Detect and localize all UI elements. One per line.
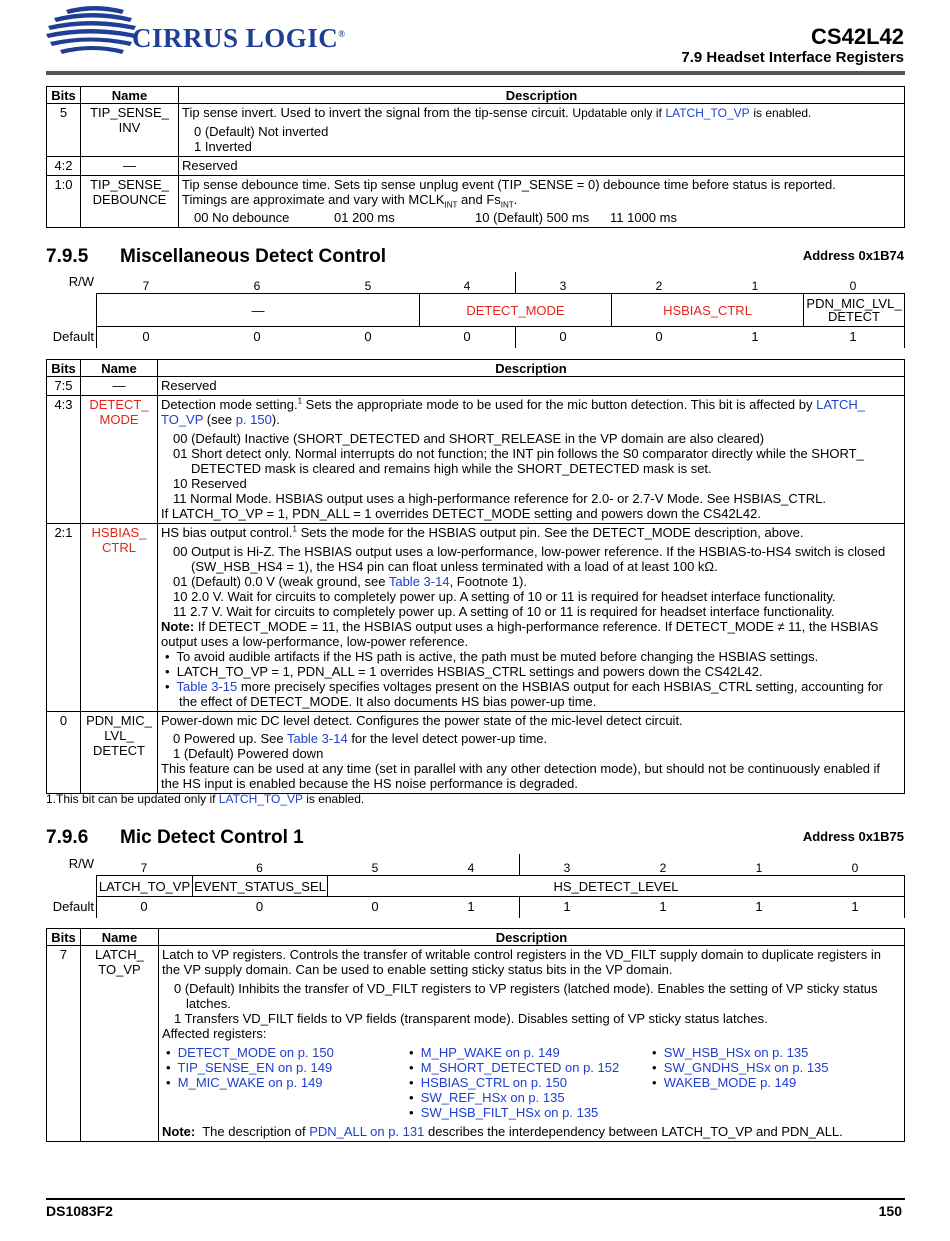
link-sw-ref-hsx[interactable]: SW_REF_HSx on p. 135 bbox=[420, 1090, 565, 1105]
name-hsbias-ctrl: HSBIAS_ CTRL bbox=[81, 524, 158, 712]
table-row: 4:2 — Reserved bbox=[47, 157, 905, 176]
link-m-hp-wake[interactable]: M_HP_WAKE on p. 149 bbox=[420, 1045, 560, 1060]
logo-swoosh-icon bbox=[46, 6, 138, 56]
section-title-795: 7.9.5 Miscellaneous Detect Control bbox=[46, 246, 387, 267]
address-796: Address 0x1B75 bbox=[802, 829, 904, 844]
field-event-status-sel: EVENT_STATUS_SEL bbox=[192, 875, 328, 897]
address-795: Address 0x1B74 bbox=[802, 248, 904, 263]
logo-wordmark: CIRRUS LOGIC® bbox=[132, 23, 346, 53]
table-misc-detect-control: Bits Name Description 7:5 — Reserved 4:3 DETECT_ MODE Detection mode setting.$^1$ Sets the appropriate mode to be used for the mic button detection. This bit is affected by LATCH_ TO_VP (see p. 150). 00 (Default) Inactive (SHORT_DETECTED and SHORT_RELEASE in the VP domain are also cleared) 01 Short detect only. Normal interrupts do not function; the INT pin follows the S0 comparator directly while the SHORT_ DETECTED mask is cleared and remains high while the SHORT_DETECTED mask is set. 10 Reserved 11 Normal Mode. HSBIAS output uses a high-performance reference for 2.0- or 2.7-V Mode. See HSBIAS_CTRL. If LATCH_TO_VP = 1, PDN_ALL = 1 overrides DETECT_MODE setting and powers down the CS42L42. 2:1 HSBIAS_ CTRL HS bias output control.$^1$ Sets the mode for the HSBIAS output pin. See the DETECT_MODE description, above. 00 Output is Hi-Z. The HSBIAS output uses a low-performance, low-power reference. If the HSBIAS-to-HS4 switch is closed (SW_HSB_HS4 = 1), the HS4 pin can float unless terminated with a load of at least 100 kΩ. 01 (Default) 0.0 V (weak ground, see Table 3-14, Footnote 1). 10 2.0 V. Wait for circuits to completely power up. A setting of 10 or 11 is required for headset interface functionality. 11 2.7 V. Wait for circuits to completely power up. A setting of 10 or 11 is required for headset interface functionality. Note: If DETECT_MODE = 11, the HSBIAS output uses a high-performance reference. If DETECT_MODE ≠ 11, the HSBIAS output uses a low-performance, low-power reference. • To avoid audible artifacts if the HS path is active, the path must be muted before changing the HSBIAS settings. • LATCH_TO_VP = 1, PDN_ALL = 1 overrides HSBIAS_CTRL settings and powers down the CS42L42. • Table 3-15 more precisely specifies voltages present on the HSBIAS output for each HSBIAS_CTRL setting, accounting for the effect of DETECT_MODE. It also documents HS bias power-up time. 0 PDN_MIC_ LVL_ DETECT Power-down mic DC level detect. Configures the power state of the mic-level detect circuit. 0 Powered up. See Table 3-14 for the level detect power-up time. 1 (Default) Powered down This feature can be used at any time (set in parallel with any other detection mode), but should not be continuously enabled if the HS input is enabled because the HS noise performance is degraded. bbox=[46, 359, 905, 794]
footer-rule bbox=[46, 1198, 905, 1200]
link-tip-sense-en[interactable]: TIP_SENSE_EN on p. 149 bbox=[177, 1060, 333, 1075]
field-hs-detect-level: HS_DETECT_LEVEL bbox=[327, 875, 905, 897]
link-table-3-14[interactable]: Table 3-14 bbox=[286, 731, 348, 746]
table-mic-detect-control-1: Bits Name Description 7 LATCH_ TO_VP Latch to VP registers. Controls the transfer of writable control registers in the VD_FILT supply domain to duplicate registers in the VP supply domain. Can be used to enable setting sticky status bits in the VP domain. 0 (Default) Inhibits the transfer of VD_FILT registers to VP registers (latched mode). Enables the setting of VP sticky status latches. 1 Transfers VD_FILT fields to VP fields (transparent mode). Disables setting of VP sticky status latches. Affected registers: • DETECT_MODE on p. 150 • TIP_SENSE_EN on p. 149 • M_MIC_WAKE on p. 149 • M_HP_WAKE on p. 149 • M_SHORT_DETECTED on p. 152 • HSBIAS_CTRL on p. 150 • SW_REF_HSx on p. 135 • SW_HSB_FILT_HSx on p. 135 • SW_HSB_HSx on p. 135 • SW_GNDHS_HSx on p. 135 • WAKEB_MODE p. 149 Note: The description of PDN_ALL on p. 131 describes the interdependency between LATCH_TO_VP and PDN_ALL. bbox=[46, 928, 905, 1142]
document-id: CS42L42 bbox=[811, 24, 904, 49]
table-row: 1:0 TIP_SENSE_ DEBOUNCE Tip sense debounce time. Sets tip sense unplug event (TIP_SENSE = 0) debounce time before status is reported. Timings are approximate and vary with $MCLK_{INT}$ and $Fs_{INT}$. 00 No debounce 01 200 ms 10 (Default) 500 ms 11 1000 ms bbox=[47, 176, 905, 228]
link-sw-hsb-hsx[interactable]: SW_HSB_HSx on p. 135 bbox=[663, 1045, 809, 1060]
field-detect-mode: DETECT_MODE bbox=[419, 293, 612, 327]
table-row: 7:5 — Reserved bbox=[47, 377, 905, 396]
col-header-description: Description bbox=[179, 87, 905, 104]
footer-doc-number: DS1083F2 bbox=[46, 1203, 113, 1219]
table-row bbox=[47, 104, 905, 157]
link-sw-hsb-filt-hsx[interactable]: SW_HSB_FILT_HSx on p. 135 bbox=[420, 1105, 599, 1120]
footnote: 1.This bit can be updated only if LATCH_TO_VP is enabled. bbox=[46, 792, 365, 806]
link-page-150[interactable]: p. 150 bbox=[235, 412, 272, 427]
cirrus-logic-logo bbox=[46, 6, 346, 62]
link-pdn-all[interactable]: PDN_ALL on p. 131 bbox=[309, 1124, 425, 1139]
col-header-name: Name bbox=[81, 87, 179, 104]
field-pdn-mic-lvl-detect: PDN_MIC_LVL_ DETECT bbox=[803, 293, 905, 327]
link-latch-to-vp[interactable]: LATCH_TO_VP bbox=[218, 792, 303, 806]
table-row: 4:3 DETECT_ MODE Detection mode setting.$^1$ Sets the appropriate mode to be used for the mic button detection. This bit is affected by LATCH_ TO_VP (see p. 150). 00 (Default) Inactive (SHORT_DETECTED and SHORT_RELEASE in the VP domain are also cleared) 01 Short detect only. Normal interrupts do not function; the INT pin follows the S0 comparator directly while the SHORT_ DETECTED mask is cleared and remains high while the SHORT_DETECTED mask is set. 10 Reserved 11 Normal Mode. HSBIAS output uses a high-performance reference for 2.0- or 2.7-V Mode. See HSBIAS_CTRL. If LATCH_TO_VP = 1, PDN_ALL = 1 overrides DETECT_MODE setting and powers down the CS42L42. bbox=[47, 396, 905, 524]
table-row: 0 PDN_MIC_ LVL_ DETECT Power-down mic DC level detect. Configures the power state of the mic-level detect circuit. 0 Powered up. See Table 3-14 for the level detect power-up time. 1 (Default) Powered down This feature can be used at any time (set in parallel with any other detection mode), but should not be continuously enabled if the HS input is enabled because the HS noise performance is degraded. bbox=[47, 712, 905, 794]
link-table-3-14[interactable]: Table 3-14 bbox=[388, 574, 450, 589]
section-title-796: 7.9.6 Mic Detect Control 1 bbox=[46, 827, 304, 848]
link-hsbias-ctrl[interactable]: HSBIAS_CTRL on p. 150 bbox=[420, 1075, 567, 1090]
table-tip-sense bbox=[46, 86, 905, 228]
page-number: 150 bbox=[878, 1203, 902, 1219]
link-sw-gndhs-hsx[interactable]: SW_GNDHS_HSx on p. 135 bbox=[663, 1060, 829, 1075]
section-heading: 7.9 Headset Interface Registers bbox=[681, 49, 904, 66]
field-latch-to-vp: LATCH_TO_VP bbox=[96, 875, 193, 897]
row-bits: 5 bbox=[47, 104, 81, 157]
link-m-short-detected[interactable]: M_SHORT_DETECTED on p. 152 bbox=[420, 1060, 620, 1075]
link-latch-to-vp[interactable]: LATCH_ TO_VP bbox=[161, 397, 865, 427]
register-map-795: R/W Default 7 6 5 4 3 2 1 0 — DETECT_MODE HSBIAS_CTRL PDN_MIC_LVL_ DETECT 0 0 0 0 0 0 1 1 bbox=[46, 272, 905, 348]
field-hsbias-ctrl: HSBIAS_CTRL bbox=[611, 293, 804, 327]
header-rule bbox=[46, 71, 905, 75]
link-detect-mode[interactable]: DETECT_MODE on p. 150 bbox=[177, 1045, 334, 1060]
row-description: Tip sense invert. Used to invert the signal from the tip-sense circuit. Updatable only if LATCH_TO_VP is enabled. 0 (Default) Not inverted 1 Inverted bbox=[179, 104, 905, 157]
name-detect-mode: DETECT_ MODE bbox=[81, 396, 158, 524]
row-name: TIP_SENSE_ INV bbox=[81, 104, 179, 157]
table-row: 7 LATCH_ TO_VP Latch to VP registers. Controls the transfer of writable control registers in the VD_FILT supply domain to duplicate registers in the VP supply domain. Can be used to enable setting sticky status bits in the VP domain. 0 (Default) Inhibits the transfer of VD_FILT registers to VP registers (latched mode). Enables the setting of VP sticky status latches. 1 Transfers VD_FILT fields to VP fields (transparent mode). Disables setting of VP sticky status latches. Affected registers: • DETECT_MODE on p. 150 • TIP_SENSE_EN on p. 149 • M_MIC_WAKE on p. 149 • M_HP_WAKE on p. 149 • M_SHORT_DETECTED on p. 152 • HSBIAS_CTRL on p. 150 • SW_REF_HSx on p. 135 • SW_HSB_FILT_HSx on p. 135 • SW_HSB_HSx on p. 135 • SW_GNDHS_HSx on p. 135 • WAKEB_MODE p. 149 Note: The description of PDN_ALL on p. 131 describes the interdependency between LATCH_TO_VP and PDN_ALL. bbox=[47, 946, 905, 1142]
table-row: 2:1 HSBIAS_ CTRL HS bias output control.$^1$ Sets the mode for the HSBIAS output pin. See the DETECT_MODE description, above. 00 Output is Hi-Z. The HSBIAS output uses a low-performance, low-power reference. If the HSBIAS-to-HS4 switch is closed (SW_HSB_HS4 = 1), the HS4 pin can float unless terminated with a load of at least 100 kΩ. 01 (Default) 0.0 V (weak ground, see Table 3-14, Footnote 1). 10 2.0 V. Wait for circuits to completely power up. A setting of 10 or 11 is required for headset interface functionality. 11 2.7 V. Wait for circuits to completely power up. A setting of 10 or 11 is required for headset interface functionality. Note: If DETECT_MODE = 11, the HSBIAS output uses a high-performance reference. If DETECT_MODE ≠ 11, the HSBIAS output uses a low-performance, low-power reference. • To avoid audible artifacts if the HS path is active, the path must be muted before changing the HSBIAS settings. • LATCH_TO_VP = 1, PDN_ALL = 1 overrides HSBIAS_CTRL settings and powers down the CS42L42. • Table 3-15 more precisely specifies voltages present on the HSBIAS output for each HSBIAS_CTRL setting, accounting for the effect of DETECT_MODE. It also documents HS bias power-up time. bbox=[47, 524, 905, 712]
link-latch-to-vp[interactable]: LATCH_TO_VP bbox=[665, 106, 750, 120]
register-map-796: R/W Default 7 6 5 4 3 2 1 0 LATCH_TO_VP EVENT_STATUS_SEL HS_DETECT_LEVEL 0 0 0 1 1 1 1 1 bbox=[46, 854, 905, 918]
col-header-bits: Bits bbox=[47, 87, 81, 104]
field-reserved: — bbox=[96, 293, 420, 327]
link-wakeb-mode[interactable]: WAKEB_MODE p. 149 bbox=[663, 1075, 797, 1090]
link-m-mic-wake[interactable]: M_MIC_WAKE on p. 149 bbox=[177, 1075, 323, 1090]
link-table-3-15[interactable]: Table 3-15 bbox=[176, 679, 238, 694]
